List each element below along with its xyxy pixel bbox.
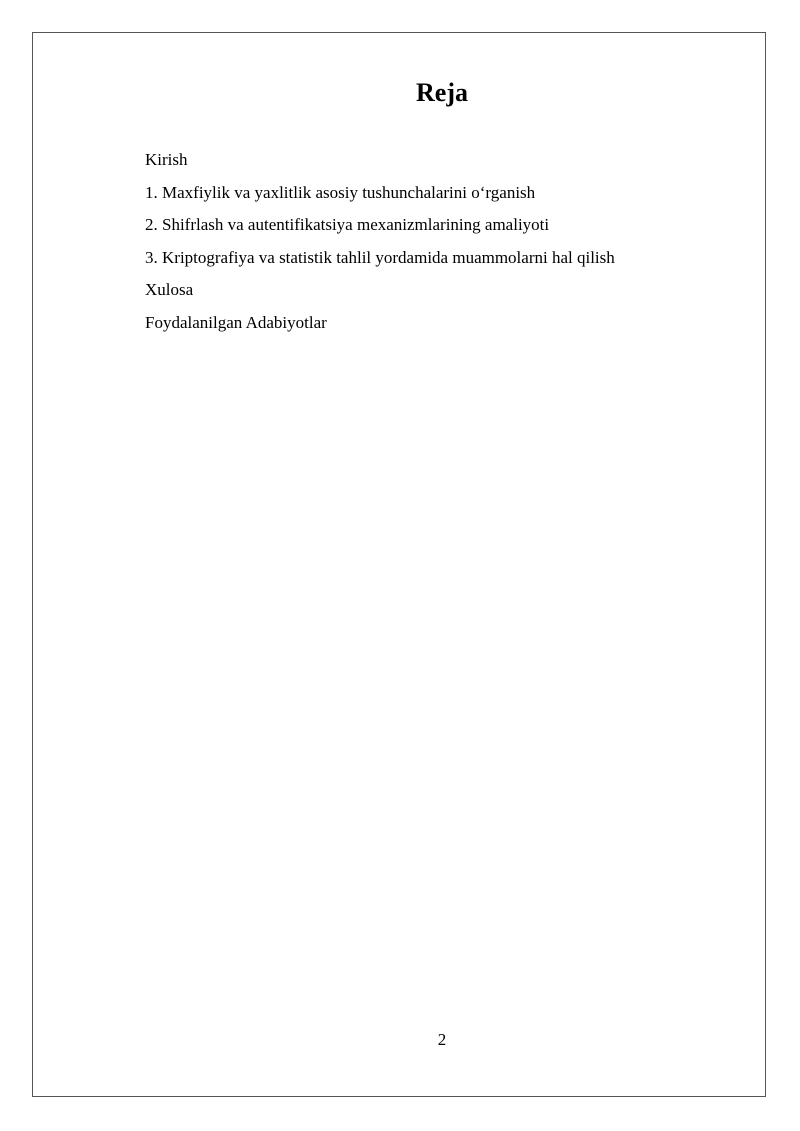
toc-item-conclusion: Xulosa [145, 280, 194, 299]
toc-item-section-3: 3. Kriptografiya va statistik tahlil yordamida muammolarni hal qilish [145, 247, 615, 267]
toc-item-section-1: 1. Maxfiylik va yaxlitlik asosiy tushunchalarini o‘rganish [145, 182, 536, 202]
page-number: 2 [437, 1030, 447, 1049]
toc-item-section-2: 2. Shifrlash va autentifikatsiya mexanizmlarining amaliyoti [145, 215, 550, 234]
toc-item-introduction: Kirish [145, 150, 188, 169]
document-title: Reja [416, 78, 468, 107]
table-of-contents [145, 144, 615, 339]
toc-item-references: Foydalanilgan Adabiyotlar [145, 312, 327, 332]
